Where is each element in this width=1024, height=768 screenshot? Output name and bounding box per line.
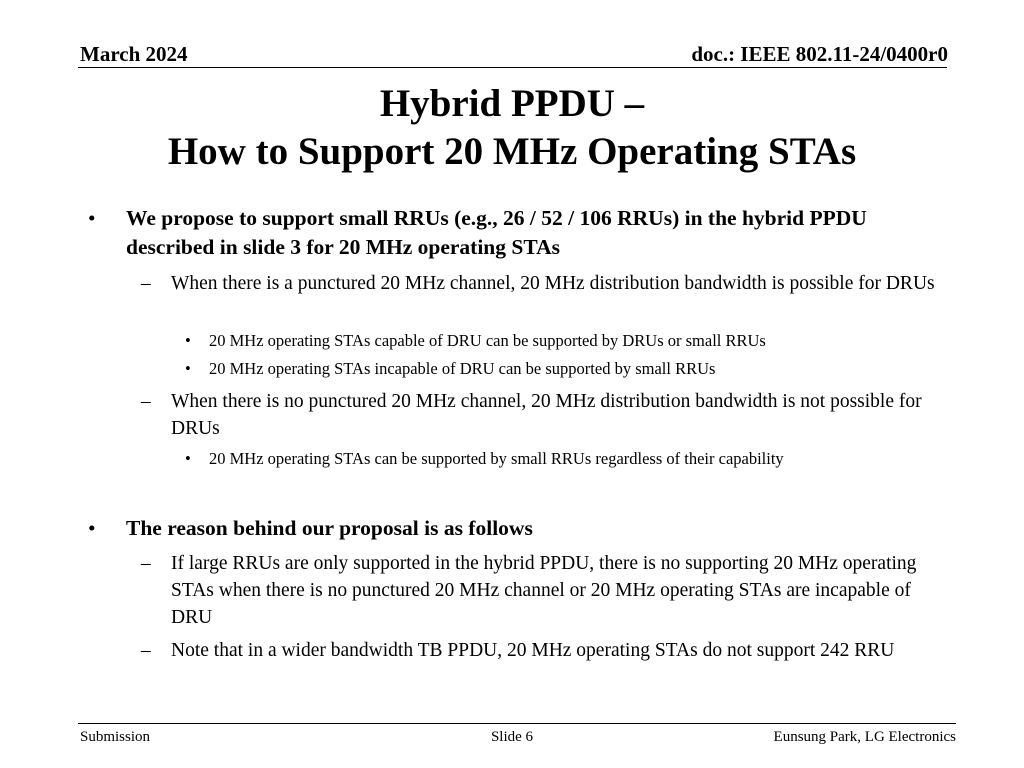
footer-author: Eunsung Park, LG Electronics	[773, 729, 956, 745]
footer-slide-number: Slide 6	[490, 729, 534, 745]
sub-bullet-text: When there is a punctured 20 MHz channel, 20 MHz distribution bandwidth is possible for DRUs	[171, 273, 935, 294]
sub-bullet-text: If large RRUs are only supported in the hybrid PPDU, there is no supporting 20 MHz operating STAs when there is no punctured 20 MHz channel or 20 MHz operating STAs are incapable of DRU	[171, 553, 917, 628]
sub-bullet-tb-ppdu-note	[141, 637, 951, 664]
bullet-marker: •	[88, 206, 96, 230]
dash-marker: –	[141, 553, 151, 574]
bullet-text: The reason behind our proposal is as follows	[126, 516, 533, 540]
header-doc-id: doc.: IEEE 802.11-24/0400r0	[691, 42, 948, 66]
sub-sub-bullet-text: 20 MHz operating STAs incapable of DRU can be supported by small RRUs	[209, 359, 716, 378]
bullet-marker: •	[88, 516, 96, 540]
bullet-marker: •	[185, 331, 191, 350]
bullet-proposal	[88, 204, 956, 262]
sub-sub-bullet-text: 20 MHz operating STAs can be supported by small RRUs regardless of their capability	[209, 449, 784, 468]
sub-bullet-text: Note that in a wider bandwidth TB PPDU, 20 MHz operating STAs do not support 242 RRU	[171, 640, 895, 661]
header-date: March 2024	[80, 42, 188, 66]
sub-bullet-text: When there is no punctured 20 MHz channel, 20 MHz distribution bandwidth is not possible for DRUs	[171, 391, 922, 439]
slide-title-line-1: Hybrid PPDU –	[379, 82, 645, 125]
footer-submission: Submission	[80, 729, 151, 745]
sub-bullet-punctured	[141, 270, 951, 297]
bullet-marker: •	[185, 449, 191, 468]
bullet-text: We propose to support small RRUs (e.g., 26 / 52 / 106 RRUs) in the hybrid PPDU described in slide 3 for 20 MHz operating STAs	[126, 206, 867, 259]
bullet-reason	[88, 514, 956, 543]
sub-sub-bullet-text: 20 MHz operating STAs capable of DRU can be supported by DRUs or small RRUs	[209, 331, 766, 350]
slide-title-line-2: How to Support 20 MHz Operating STAs	[167, 130, 857, 173]
dash-marker: –	[141, 391, 151, 412]
sub-bullet-large-rrus	[141, 550, 951, 631]
sub-sub-bullet-incapable	[185, 359, 949, 379]
slide-title	[0, 80, 1024, 176]
dash-marker: –	[141, 273, 151, 294]
sub-sub-bullet-small-rrus	[185, 449, 949, 469]
bullet-marker: •	[185, 359, 191, 378]
sub-sub-bullet-capable	[185, 331, 949, 351]
dash-marker: –	[141, 640, 151, 661]
sub-bullet-no-punctured	[141, 388, 951, 442]
footer-rule	[78, 723, 956, 724]
header-rule	[78, 67, 947, 68]
